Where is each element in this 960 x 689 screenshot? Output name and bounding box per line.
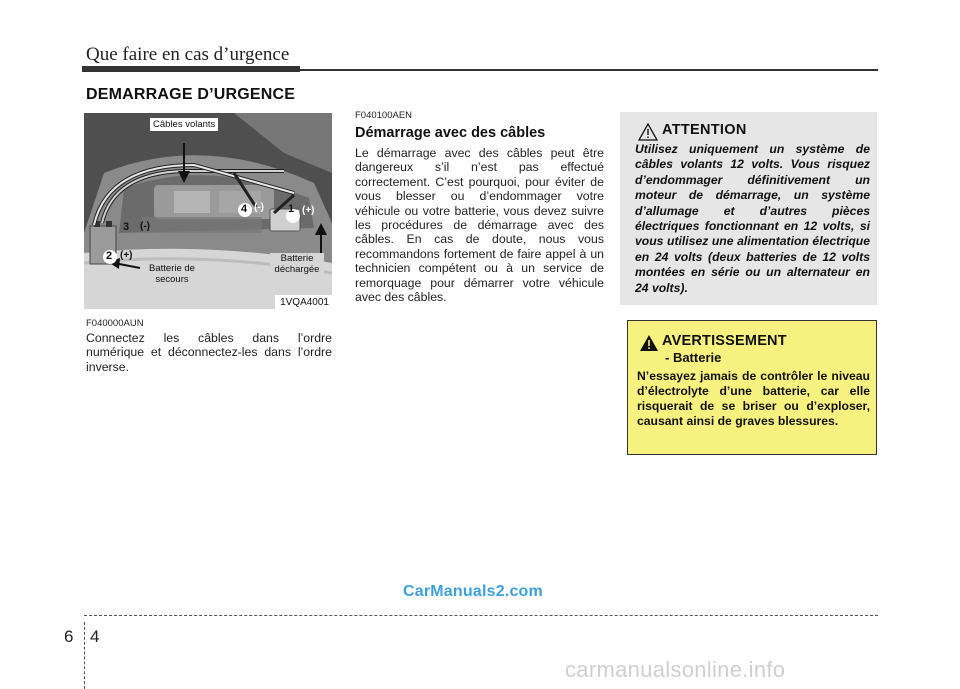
marker-3: 3 (123, 221, 130, 233)
marker-1: 1 (288, 203, 295, 215)
marker-4: 4 (241, 203, 248, 215)
mid-body-text: Le démarrage avec des câbles peut être dangereux s’il n’est pas effectué correctement. C’est pourquoi, pour éviter de vous blesser ou d’endommager votre véhicule ou votre batterie, vous devez suivre les procédures de démarrage avec des câbles. En cas de doute, nous vous recommandons fortement de faire appel à un technicien compétent ou à un service de remorquage pour démarrer votre véhicule avec des câbles. (355, 146, 604, 305)
watermark-link[interactable]: CarManuals2.com (403, 583, 543, 600)
sign-plus-dead-battery: (+) (302, 205, 315, 216)
running-header: Que faire en cas d’urgence (86, 44, 290, 65)
footer-site-watermark: carmanualsonline.info (565, 657, 786, 682)
warning-title: AVERTISSEMENT (662, 333, 787, 349)
page-number: 4 (90, 627, 100, 646)
attention-box (620, 112, 877, 305)
label-cables-volants: Câbles volants (150, 118, 218, 131)
warning-box (627, 320, 877, 455)
attention-title: ATTENTION (662, 122, 747, 138)
sign-minus-booster: (-) (140, 221, 150, 232)
label-batterie-dechargee: Batterie déchargée (270, 253, 324, 275)
footer-rule-horizontal (84, 615, 878, 616)
mid-ref-code: F040100AEN (355, 110, 413, 121)
section-title: DEMARRAGE D’URGENCE (86, 86, 296, 103)
sign-minus-ground: (-) (254, 202, 264, 213)
engine-bay-illustration (84, 113, 332, 309)
caution-triangle-outline-icon (638, 123, 658, 141)
mid-subheading: Démarrage avec des câbles (355, 125, 546, 141)
page-section-number: 6 (64, 627, 74, 646)
header-rule (82, 69, 878, 71)
attention-text: Utilisez uniquement un système de câbles volants 12 volts. Vous risquez d’endommager définitivement un moteur de démarrage, un système d’allumage et d’autres pièces électriques fonctionnant en 12 volts, si vous utilisez une alimentation électrique en 24 volts (deux batteries de 12 volts montées en série ou un alternateur en 24 volts). (635, 142, 870, 295)
left-body-text: Connectez les câbles dans l’ordre numérique et déconnectez-les dans l’ordre inverse. (86, 331, 332, 374)
jump-start-figure (84, 113, 332, 309)
left-ref-code: F040000AUN (86, 318, 144, 329)
label-batterie-secours: Batterie de secours (142, 263, 202, 285)
footer-rule-vertical (84, 622, 85, 689)
warning-text: N’essayez jamais de contrôler le niveau d’électrolyte d’une batterie, car elle risquerait de se briser ou d’exploser, causant ainsi de graves blessures. (637, 369, 870, 428)
marker-2: 2 (106, 250, 113, 262)
warning-subtitle: - Batterie (665, 350, 722, 365)
figure-code: 1VQA4001 (275, 295, 332, 309)
warning-triangle-filled-icon (639, 334, 659, 352)
sign-plus-booster: (+) (120, 250, 133, 261)
